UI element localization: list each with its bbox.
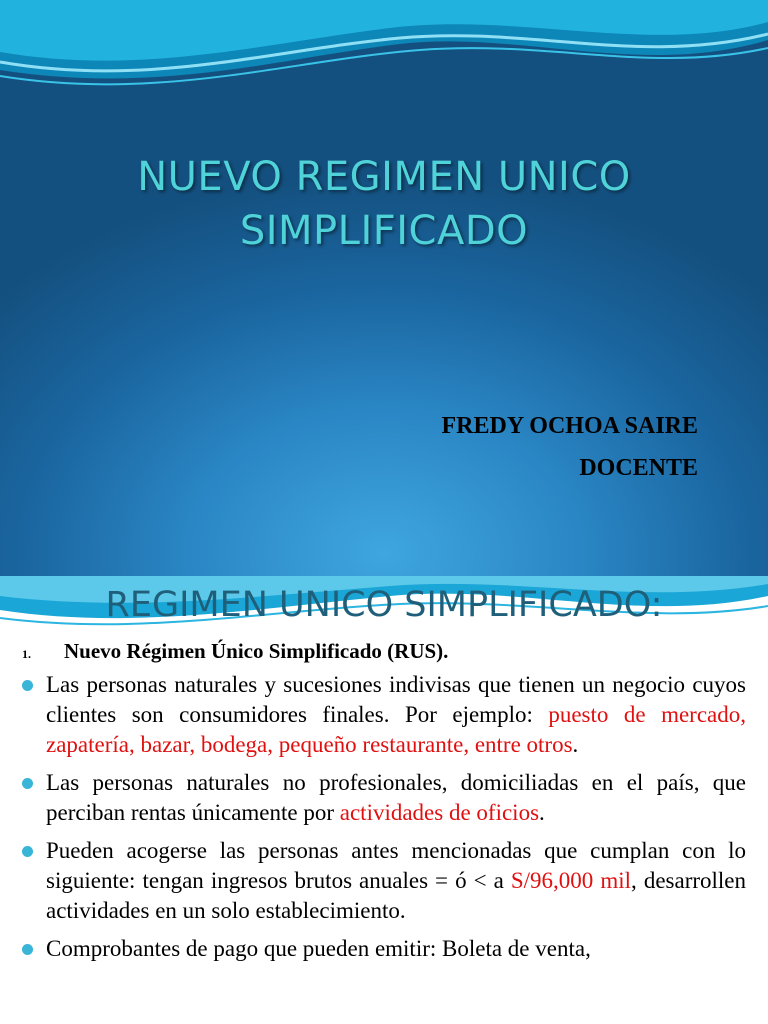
bullet-icon (22, 944, 33, 955)
numbered-item (22, 636, 448, 669)
bullet-icon (22, 680, 33, 691)
highlight-text: S/96,000 mil (510, 868, 632, 893)
list-item (22, 670, 746, 760)
bullet-text-end: , desarrollen actividades en un solo establecimiento. (46, 868, 746, 923)
bullet-text: Las personas naturales no profesionales, domiciliadas en el país, que perciban rentas únicamente por (46, 770, 746, 825)
author-role: DOCENTE (579, 455, 698, 481)
slide-title: REGIMEN UNICO SIMPLIFICADO: (105, 585, 663, 625)
item-text: Nuevo Régimen Único Simplificado (RUS). (64, 639, 449, 663)
highlight-text: puesto de mercado, zapatería, bazar, bodega, pequeño restaurante, entre otros (46, 702, 746, 757)
list-item (22, 768, 746, 828)
item-number: 1. (22, 647, 31, 661)
list-item (22, 836, 746, 926)
bullet-text: Las personas naturales y sucesiones indivisas que tienen un negocio cuyos clientes son consumidores finales. Por ejemplo: (46, 672, 746, 727)
list-item (22, 934, 746, 964)
main-title (40, 150, 728, 258)
author-name: FREDY OCHOA SAIRE (441, 413, 698, 439)
bullet-text-end: . (572, 732, 579, 757)
bullet-text: Pueden acogerse las personas antes mencionadas que cumplan con lo siguiente: tengan ingresos brutos anuales = ó < a (46, 838, 746, 893)
main-title-line-2: SIMPLIFICADO (239, 208, 529, 254)
bullet-text: Comprobantes de pago que pueden emitir: Boleta de venta, (46, 936, 591, 961)
wave-decoration (0, 0, 768, 110)
main-title-line-1: NUEVO REGIMEN UNICO (137, 154, 631, 200)
author-block (442, 405, 698, 489)
bullet-list (22, 670, 746, 972)
content-slide (0, 576, 768, 1024)
highlight-text: actividades de oficios (339, 800, 540, 825)
bullet-icon (22, 846, 33, 857)
bullet-icon (22, 778, 33, 789)
bullet-text-end: . (539, 800, 545, 825)
